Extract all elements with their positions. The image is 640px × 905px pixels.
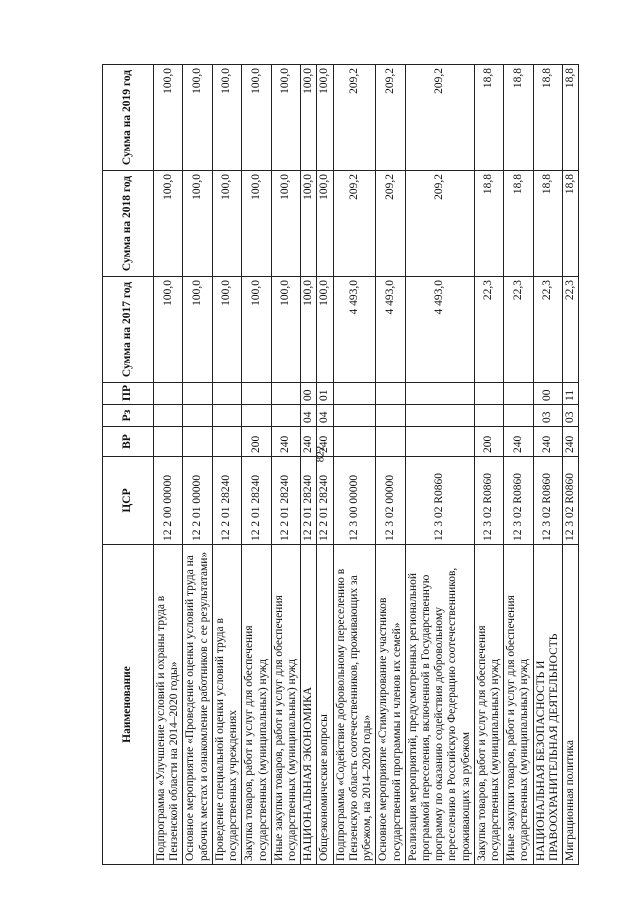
cell-csr: 12 2 01 28240 [212, 457, 241, 545]
cell-sum-2017: 100,0 [317, 277, 333, 383]
cell-vr [405, 427, 474, 457]
cell-sum-2019: 18,8 [504, 65, 533, 171]
cell-pr [212, 383, 241, 405]
table-row [563, 65, 579, 865]
cell-pr [183, 383, 212, 405]
header-rz: Рз [103, 405, 154, 427]
cell-rz [212, 405, 241, 427]
cell-sum-2017: 100,0 [242, 277, 271, 383]
cell-csr: 12 2 01 28240 [271, 457, 300, 545]
cell-csr: 12 2 01 28240 [242, 457, 271, 545]
cell-sum-2017: 100,0 [301, 277, 317, 383]
cell-sum-2017: 100,0 [183, 277, 212, 383]
cell-sum-2017: 4 493,0 [405, 277, 474, 383]
page-number-text: 822 [314, 445, 326, 463]
table-row [405, 65, 474, 865]
cell-sum-2018: 18,8 [563, 171, 579, 277]
cell-sum-2017: 100,0 [212, 277, 241, 383]
cell-vr [376, 427, 405, 457]
cell-pr [242, 383, 271, 405]
cell-csr: 12 3 02 R0860 [533, 457, 562, 545]
cell-csr: 12 2 01 28240 [317, 457, 333, 545]
cell-name: Основное мероприятие «Проведение оценки условий труда на рабочих местах и ознакомление работников с ее результатами» [183, 545, 212, 865]
cell-sum-2018: 100,0 [301, 171, 317, 277]
cell-sum-2019: 100,0 [271, 65, 300, 171]
cell-name: Проведение специальной оценки условий труда в государственных учреждениях [212, 545, 241, 865]
cell-name: Закупка товаров, работ и услуг для обеспечения государственных (муниципальных) нужд [474, 545, 503, 865]
cell-name: Иные закупки товаров, работ и услуг для обеспечения государственных (муниципальных) нужд [271, 545, 300, 865]
cell-sum-2019: 100,0 [154, 65, 183, 171]
cell-csr: 12 3 02 00000 [376, 457, 405, 545]
cell-sum-2019: 18,8 [533, 65, 562, 171]
table-row [154, 65, 183, 865]
cell-rz [504, 405, 533, 427]
cell-vr: 240 [271, 427, 300, 457]
cell-sum-2018: 100,0 [212, 171, 241, 277]
cell-csr: 12 3 02 R0860 [474, 457, 503, 545]
cell-rz: 03 [533, 405, 562, 427]
cell-pr: 11 [563, 383, 579, 405]
cell-sum-2017: 100,0 [271, 277, 300, 383]
header-csr: ЦСР [103, 457, 154, 545]
header-sum-2019: Сумма на 2019 год [103, 65, 154, 171]
cell-sum-2019: 18,8 [474, 65, 503, 171]
cell-sum-2017: 4 493,0 [333, 277, 376, 383]
cell-pr [474, 383, 503, 405]
cell-sum-2019: 100,0 [212, 65, 241, 171]
cell-sum-2018: 100,0 [271, 171, 300, 277]
table-row [242, 65, 271, 865]
cell-pr: 01 [317, 383, 333, 405]
cell-name: Реализация мероприятий, предусмотренных региональной программой переселения, включенной в Государственную программу по оказанию содействия добровольному переселению в Российскую Федерацию соотечественников, проживающих за рубежом [405, 545, 474, 865]
cell-pr [333, 383, 376, 405]
cell-rz: 04 [317, 405, 333, 427]
cell-sum-2018: 100,0 [317, 171, 333, 277]
cell-name: НАЦИОНАЛЬНАЯ ЭКОНОМИКА [301, 545, 317, 865]
cell-rz: 03 [563, 405, 579, 427]
cell-pr [154, 383, 183, 405]
cell-sum-2019: 209,2 [333, 65, 376, 171]
cell-pr [271, 383, 300, 405]
cell-sum-2018: 18,8 [474, 171, 503, 277]
cell-sum-2018: 100,0 [154, 171, 183, 277]
header-sum-2018: Сумма на 2018 год [103, 171, 154, 277]
table-row [317, 65, 333, 865]
cell-rz: 04 [301, 405, 317, 427]
cell-vr: 240 [533, 427, 562, 457]
cell-csr: 12 2 01 28240 [301, 457, 317, 545]
cell-rz [376, 405, 405, 427]
cell-sum-2017: 100,0 [154, 277, 183, 383]
cell-csr: 12 2 01 00000 [183, 457, 212, 545]
table-row [504, 65, 533, 865]
table-body [154, 65, 579, 865]
table-row [301, 65, 317, 865]
table-row [333, 65, 376, 865]
cell-pr: 00 [301, 383, 317, 405]
cell-name: Подпрограмма «Содействие добровольному переселению в Пензенскую область соотечественников, проживающих за рубежом, на 2014–2020 годы» [333, 545, 376, 865]
cell-rz [242, 405, 271, 427]
cell-vr: 240 [504, 427, 533, 457]
cell-sum-2019: 100,0 [317, 65, 333, 171]
cell-pr [405, 383, 474, 405]
cell-name: Миграционная политика [563, 545, 579, 865]
cell-csr: 12 3 02 R0860 [563, 457, 579, 545]
cell-rz [474, 405, 503, 427]
cell-vr: 240 [317, 427, 333, 457]
cell-sum-2019: 209,2 [376, 65, 405, 171]
header-vr: ВР [103, 427, 154, 457]
cell-sum-2017: 22,3 [504, 277, 533, 383]
cell-sum-2018: 18,8 [504, 171, 533, 277]
cell-sum-2019: 100,0 [242, 65, 271, 171]
cell-sum-2017: 22,3 [533, 277, 562, 383]
cell-vr: 240 [563, 427, 579, 457]
table-row [183, 65, 212, 865]
cell-sum-2018: 18,8 [533, 171, 562, 277]
cell-sum-2019: 100,0 [301, 65, 317, 171]
cell-csr: 12 2 00 00000 [154, 457, 183, 545]
cell-sum-2018: 100,0 [183, 171, 212, 277]
cell-sum-2019: 18,8 [563, 65, 579, 171]
cell-rz [183, 405, 212, 427]
header-pr: ПР [103, 383, 154, 405]
cell-pr [504, 383, 533, 405]
cell-rz [154, 405, 183, 427]
cell-csr: 12 3 02 R0860 [405, 457, 474, 545]
cell-pr [376, 383, 405, 405]
table-row [533, 65, 562, 865]
cell-vr [333, 427, 376, 457]
cell-vr [183, 427, 212, 457]
cell-sum-2018: 209,2 [376, 171, 405, 277]
budget-table [102, 64, 579, 865]
cell-vr: 240 [301, 427, 317, 457]
header-name: Наименование [103, 545, 154, 865]
cell-name: НАЦИОНАЛЬНАЯ БЕЗОПАСНОСТЬ И ПРАВООХРАНИТЕЛЬНАЯ ДЕЯТЕЛЬНОСТЬ [533, 545, 562, 865]
cell-sum-2018: 209,2 [405, 171, 474, 277]
cell-sum-2019: 209,2 [405, 65, 474, 171]
cell-name: Общеэкономические вопросы [317, 545, 333, 865]
cell-name: Подпрограмма «Улучшение условий и охраны труда в Пензенской области на 2014–2020 годы» [154, 545, 183, 865]
cell-sum-2019: 100,0 [183, 65, 212, 171]
cell-sum-2018: 100,0 [242, 171, 271, 277]
cell-name: Закупка товаров, работ и услуг для обеспечения государственных (муниципальных) нужд [242, 545, 271, 865]
header-sum-2017: Сумма на 2017 год [103, 277, 154, 383]
cell-vr: 200 [474, 427, 503, 457]
rotated-page-content [102, 65, 577, 865]
table-row [212, 65, 241, 865]
cell-vr [212, 427, 241, 457]
cell-sum-2018: 209,2 [333, 171, 376, 277]
table-row [474, 65, 503, 865]
table-header-row [103, 65, 154, 865]
cell-pr: 00 [533, 383, 562, 405]
cell-vr [154, 427, 183, 457]
table-row [376, 65, 405, 865]
cell-sum-2017: 22,3 [474, 277, 503, 383]
table-row [271, 65, 300, 865]
cell-rz [333, 405, 376, 427]
cell-name: Основное мероприятие «Стимулирование участников государственной программы и членов их семей» [376, 545, 405, 865]
cell-vr: 200 [242, 427, 271, 457]
cell-rz [405, 405, 474, 427]
cell-sum-2017: 22,3 [563, 277, 579, 383]
cell-csr: 12 3 02 R0860 [504, 457, 533, 545]
cell-sum-2017: 4 493,0 [376, 277, 405, 383]
cell-name: Иные закупки товаров, работ и услуг для обеспечения государственных (муниципальных) нужд [504, 545, 533, 865]
cell-rz [271, 405, 300, 427]
cell-csr: 12 3 00 00000 [333, 457, 376, 545]
